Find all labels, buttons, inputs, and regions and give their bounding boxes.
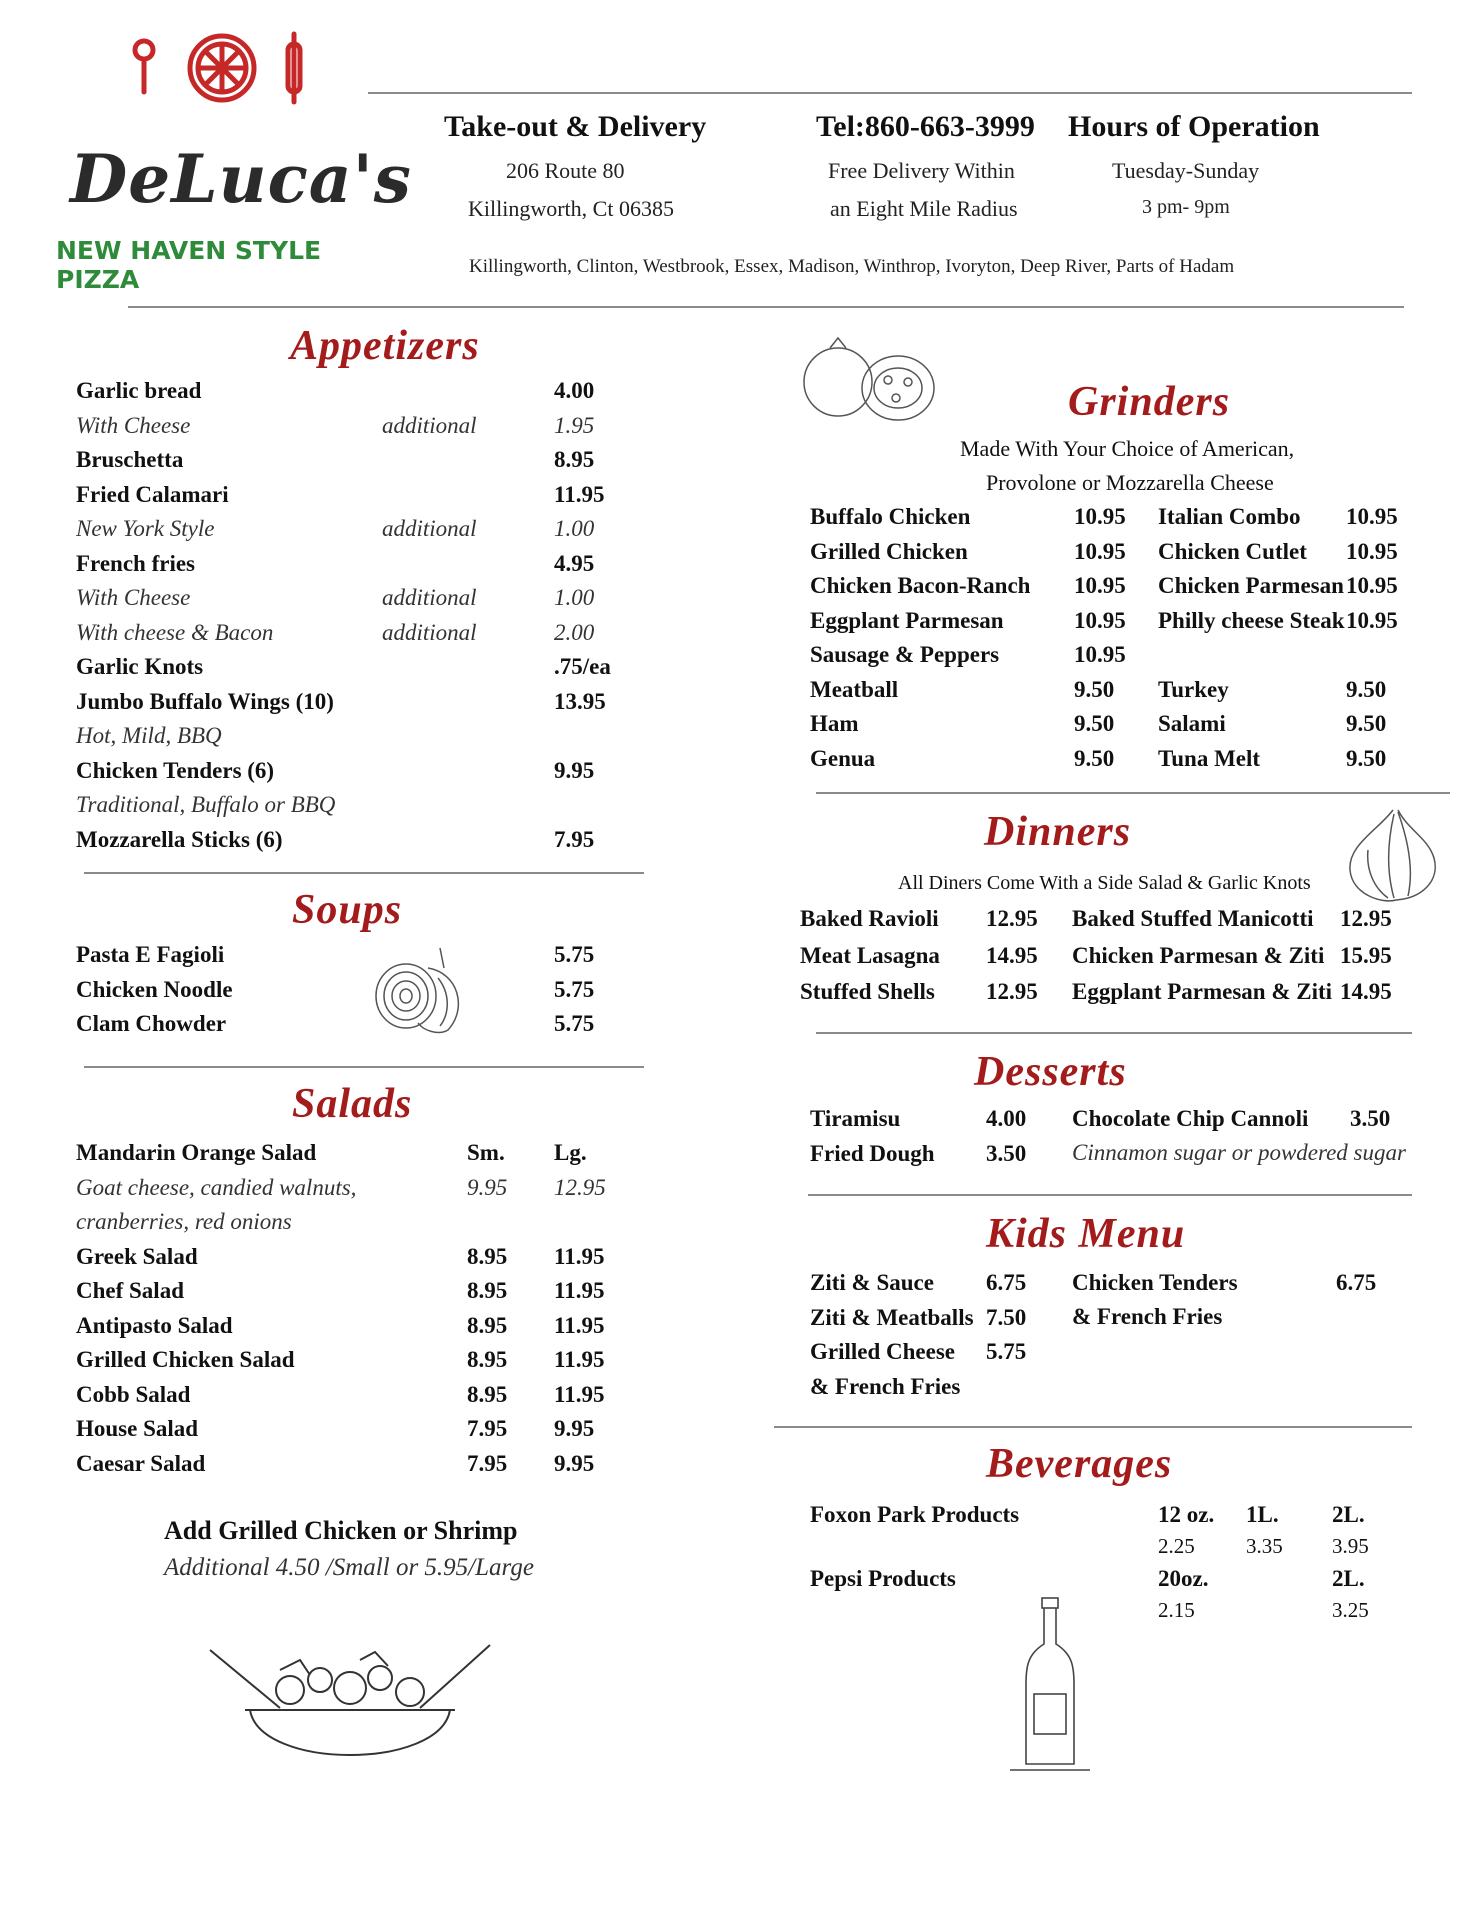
grind-right-price: 10.95 (1346, 573, 1398, 598)
grind-left-price: 10.95 (1074, 573, 1126, 598)
grinders-list-right (1158, 504, 1408, 780)
grind-left-name: Genua (810, 745, 876, 771)
beverages-heading: Beverages (986, 1441, 1173, 1487)
divider-grinders (816, 792, 1450, 794)
foxon-size-1l: 1L. (1246, 1502, 1279, 1527)
grind-left-name: Sausage & Peppers (810, 642, 1000, 667)
des-left-price: 3.50 (986, 1140, 1027, 1166)
salad-rows-row (76, 1244, 636, 1279)
app-rows-name: Bruschetta (76, 447, 184, 472)
app-rows-price: 1.00 (554, 516, 595, 541)
salad-rows-sm: 8.95 (467, 1243, 508, 1269)
salads-lg-header: Lg. (554, 1140, 587, 1165)
kids-list-left (810, 1270, 1060, 1408)
kids-tenders-line-1: Chicken Tenders (1072, 1270, 1238, 1295)
des-left-name: Fried Dough (810, 1140, 935, 1166)
divider-desserts (808, 1194, 1412, 1196)
grind-right-row (1158, 711, 1408, 746)
salad-rows-lg: 9.95 (554, 1416, 595, 1441)
salad-rows-row (76, 1175, 636, 1210)
app-rows-name: Jumbo Buffalo Wings (10) (76, 688, 334, 714)
din-right-name: Eggplant Parmesan & Ziti (1072, 979, 1333, 1004)
app-rows-name: French fries (76, 550, 196, 576)
salad-rows-name: Goat cheese, candied walnuts, (76, 1174, 357, 1200)
salad-rows-name: Mandarin Orange Salad (76, 1140, 317, 1165)
app-rows-note: additional (382, 516, 477, 541)
salad-rows-name: cranberries, red onions (76, 1209, 292, 1234)
salad-rows-row (76, 1382, 636, 1417)
grind-right-row (1158, 677, 1408, 712)
app-rows-row (76, 723, 636, 758)
kids-left-name: & French Fries (810, 1373, 961, 1399)
app-rows-row (76, 482, 636, 517)
foxon-price-2l: 3.95 (1332, 1534, 1369, 1558)
grind-left-price: 9.50 (1074, 745, 1115, 771)
grind-left-row (810, 608, 1140, 643)
soup-rows-price: 5.75 (554, 1011, 595, 1036)
soup-rows-price: 5.75 (554, 976, 595, 1002)
dinners-list-right (1072, 906, 1412, 1016)
logo (40, 20, 412, 294)
din-left-row (800, 979, 1050, 1016)
kids-left-row (810, 1374, 1060, 1409)
desserts-heading: Desserts (974, 1049, 1127, 1095)
salad-rows-name: House Salad (76, 1416, 199, 1441)
delivery-line-2: an Eight Mile Radius (830, 196, 1018, 221)
app-rows-price: 13.95 (554, 688, 606, 714)
din-left-name: Meat Lasagna (800, 942, 940, 968)
des-left-name: Tiramisu (810, 1106, 901, 1131)
grind-left-row (810, 504, 1140, 539)
divider-appetizers (84, 872, 644, 874)
din-right-name: Chicken Parmesan & Ziti (1072, 942, 1325, 968)
salad-rows-row (76, 1416, 636, 1451)
brand-name: DeLuca's (70, 140, 412, 218)
salad-rows-name: Chef Salad (76, 1278, 184, 1303)
salad-rows-sm: 7.95 (467, 1450, 508, 1476)
app-rows-name: Garlic Knots (76, 654, 204, 679)
app-rows-row (76, 620, 636, 655)
grind-right-name: Turkey (1158, 676, 1229, 702)
foxon-park-products: Foxon Park Products (810, 1502, 1020, 1527)
salad-rows-row (76, 1209, 636, 1244)
address-line-1: 206 Route 80 (506, 158, 625, 183)
grind-right-price: 9.50 (1346, 676, 1387, 702)
app-rows-price: 2.00 (554, 619, 595, 645)
salad-rows-name: Grilled Chicken Salad (76, 1347, 295, 1372)
app-rows-name: With cheese & Bacon (76, 619, 274, 645)
salad-rows-row (76, 1451, 636, 1486)
kids-left-row (810, 1305, 1060, 1340)
grind-right-row (1158, 608, 1408, 643)
kids-left-name: Ziti & Sauce (810, 1270, 934, 1295)
app-rows-name: Mozzarella Sticks (6) (76, 826, 283, 852)
salads-sm-header: Sm. (467, 1140, 505, 1165)
app-rows-name: Chicken Tenders (6) (76, 757, 275, 783)
soup-rows-price: 5.75 (554, 942, 595, 967)
des-left-row (810, 1141, 1050, 1176)
salad-rows-name: Antipasto Salad (76, 1312, 233, 1338)
telephone[interactable]: Tel:860-663-3999 (816, 110, 1035, 143)
foxon-price-12oz: 2.25 (1158, 1534, 1195, 1558)
salad-bowl-illustration-icon (200, 1630, 500, 1790)
salad-addon-title: Add Grilled Chicken or Shrimp (164, 1516, 518, 1545)
app-rows-name: With Cheese (76, 412, 191, 438)
app-rows-row (76, 516, 636, 551)
kids-menu-heading: Kids Menu (986, 1211, 1186, 1257)
app-rows-price: 4.00 (554, 378, 595, 403)
salad-rows-lg: 11.95 (554, 1243, 605, 1269)
dinners-subtitle: All Diners Come With a Side Salad & Garlic Knots (898, 872, 1311, 894)
app-rows-name: Traditional, Buffalo or BBQ (76, 792, 336, 817)
app-rows-price: 1.95 (554, 412, 595, 438)
grind-right-name: Chicken Parmesan (1158, 573, 1344, 598)
app-rows-price: .75/ea (554, 654, 611, 679)
app-rows-note: additional (382, 412, 477, 438)
kids-left-row (810, 1270, 1060, 1305)
salad-rows-row (76, 1278, 636, 1313)
din-right-row (1072, 979, 1412, 1016)
app-rows-price: 4.95 (554, 550, 595, 576)
salads-list (76, 1140, 636, 1485)
grind-left-name: Eggplant Parmesan (810, 607, 1004, 633)
grind-left-row (810, 573, 1140, 608)
grind-right-row (1158, 539, 1408, 574)
salad-rows-lg: 11.95 (554, 1381, 605, 1407)
salad-rows-name: Cobb Salad (76, 1381, 191, 1407)
salad-rows-lg: 9.95 (554, 1450, 595, 1476)
soup-rows-row (76, 1011, 636, 1046)
app-rows-name: Fried Calamari (76, 481, 229, 507)
app-rows-row (76, 654, 636, 689)
takeout-title: Take-out & Delivery (444, 110, 707, 143)
kids-tenders-line-2: & French Fries (1072, 1304, 1223, 1329)
kids-left-row (810, 1339, 1060, 1374)
salads-heading: Salads (292, 1081, 413, 1127)
din-left-row (800, 943, 1050, 980)
din-right-price: 15.95 (1340, 942, 1392, 968)
divider-kids (774, 1426, 1412, 1428)
kids-left-price: 7.50 (986, 1304, 1027, 1330)
app-rows-name: New York Style (76, 516, 215, 541)
dinners-list-left (800, 906, 1050, 1016)
salad-rows-sm: 8.95 (467, 1347, 508, 1372)
appetizers-heading: Appetizers (290, 323, 480, 369)
grind-right-row (1158, 504, 1408, 539)
pepsi-price-2l: 3.25 (1332, 1598, 1369, 1622)
dessert-cannoli-price: 3.50 (1350, 1106, 1391, 1131)
address-line-2: Killingworth, Ct 06385 (468, 196, 674, 221)
dinners-heading: Dinners (984, 809, 1132, 855)
grind-left-price: 9.50 (1074, 676, 1115, 702)
pizza-logo-icon (40, 20, 370, 120)
din-left-row (800, 906, 1050, 943)
soup-rows-name: Clam Chowder (76, 1011, 227, 1036)
grind-right-name: Chicken Cutlet (1158, 538, 1307, 564)
dessert-cannoli-note: Cinnamon sugar or powdered sugar (1072, 1140, 1406, 1165)
grind-left-name: Grilled Chicken (810, 538, 968, 564)
grind-left-name: Buffalo Chicken (810, 504, 971, 529)
app-rows-row (76, 378, 636, 413)
salad-rows-sm: 8.95 (467, 1312, 508, 1338)
app-rows-name: Garlic bread (76, 378, 202, 403)
hours-days: Tuesday-Sunday (1112, 158, 1260, 183)
grinders-subtitle-1: Made With Your Choice of American, (960, 436, 1295, 461)
salad-rows-row (76, 1140, 636, 1175)
grind-left-row (810, 711, 1140, 746)
pepsi-products: Pepsi Products (810, 1566, 956, 1591)
hours-title: Hours of Operation (1068, 110, 1320, 143)
grind-right-row (1158, 573, 1408, 608)
kids-left-price: 6.75 (986, 1270, 1027, 1295)
grind-right-row (1158, 746, 1408, 781)
app-rows-price: 11.95 (554, 481, 605, 507)
din-left-price: 12.95 (986, 979, 1038, 1004)
kids-left-price: 5.75 (986, 1339, 1027, 1364)
salad-addon-note: Additional 4.50 /Small or 5.95/Large (164, 1554, 534, 1581)
app-rows-name: Hot, Mild, BBQ (76, 723, 222, 748)
app-rows-row (76, 551, 636, 586)
grind-right-name: Italian Combo (1158, 504, 1301, 529)
salad-rows-sm: 7.95 (467, 1416, 508, 1441)
des-left-price: 4.00 (986, 1106, 1027, 1131)
grind-right-price: 9.50 (1346, 745, 1387, 771)
din-right-price: 14.95 (1340, 979, 1392, 1004)
desserts-list-left (810, 1106, 1050, 1175)
app-rows-row (76, 689, 636, 724)
salad-rows-name: Greek Salad (76, 1243, 198, 1269)
appetizers-list (76, 378, 636, 861)
divider-dinners (816, 1032, 1412, 1034)
salad-rows-name: Caesar Salad (76, 1450, 206, 1476)
grind-left-price: 10.95 (1074, 642, 1126, 667)
grind-right-name: Tuna Melt (1158, 745, 1261, 771)
din-left-name: Stuffed Shells (800, 979, 935, 1004)
divider-soups (84, 1066, 644, 1068)
salad-rows-row (76, 1313, 636, 1348)
app-rows-name: With Cheese (76, 585, 191, 610)
grind-left-price: 10.95 (1074, 504, 1126, 529)
pepsi-price-20oz: 2.15 (1158, 1598, 1195, 1622)
app-rows-note: additional (382, 619, 477, 645)
grind-left-price: 9.50 (1074, 711, 1115, 736)
header-divider-bottom (128, 306, 1404, 308)
delivery-towns: Killingworth, Clinton, Westbrook, Essex, Madison, Winthrop, Ivoryton, Deep River, Parts of Hadam (469, 256, 1235, 277)
grinders-list-left (810, 504, 1140, 780)
pepsi-size-2l: 2L. (1332, 1566, 1365, 1591)
soups-list (76, 942, 636, 1046)
grind-right-price: 10.95 (1346, 538, 1398, 564)
header-divider-top (368, 92, 1412, 94)
salad-rows-lg: 11.95 (554, 1347, 605, 1372)
grind-right-price: 10.95 (1346, 504, 1398, 529)
grind-right-name: Salami (1158, 711, 1226, 736)
salad-rows-row (76, 1347, 636, 1382)
app-rows-row (76, 585, 636, 620)
din-left-price: 12.95 (986, 906, 1038, 931)
kids-tenders-price: 6.75 (1336, 1270, 1377, 1295)
app-rows-row (76, 792, 636, 827)
foxon-price-1l: 3.35 (1246, 1534, 1283, 1558)
salad-rows-lg: 12.95 (554, 1174, 606, 1200)
din-left-price: 14.95 (986, 942, 1038, 968)
hours-time: 3 pm- 9pm (1142, 196, 1230, 218)
grinders-subtitle-2: Provolone or Mozzarella Cheese (986, 470, 1274, 495)
grind-left-row (810, 746, 1140, 781)
app-rows-price: 1.00 (554, 585, 595, 610)
din-right-row (1072, 943, 1412, 980)
grind-left-price: 10.95 (1074, 538, 1126, 564)
soups-heading: Soups (292, 887, 403, 933)
grind-left-row (810, 642, 1140, 677)
tomato-illustration-icon (800, 330, 940, 430)
grind-right-price: 10.95 (1346, 607, 1398, 633)
salad-rows-sm: 8.95 (467, 1278, 508, 1303)
grind-left-name: Meatball (810, 676, 899, 702)
grind-right-price: 9.50 (1346, 711, 1387, 736)
garlic-illustration-icon (1338, 800, 1448, 910)
grind-right-row (1158, 642, 1408, 677)
salad-rows-sm: 8.95 (467, 1381, 508, 1407)
grind-left-name: Ham (810, 711, 859, 736)
soup-rows-name: Chicken Noodle (76, 976, 233, 1002)
app-rows-row (76, 447, 636, 482)
din-right-name: Baked Stuffed Manicotti (1072, 906, 1314, 931)
foxon-size-12oz: 12 oz. (1158, 1502, 1215, 1527)
grind-left-price: 10.95 (1074, 607, 1126, 633)
app-rows-price: 9.95 (554, 757, 595, 783)
app-rows-price: 8.95 (554, 447, 595, 472)
soup-rows-row (76, 942, 636, 977)
grind-left-row (810, 539, 1140, 574)
din-right-price: 12.95 (1340, 906, 1392, 931)
foxon-size-2l: 2L. (1332, 1502, 1365, 1527)
app-rows-note: additional (382, 585, 477, 610)
din-right-row (1072, 906, 1412, 943)
dessert-cannoli: Chocolate Chip Cannoli (1072, 1106, 1309, 1131)
grind-left-name: Chicken Bacon-Ranch (810, 573, 1031, 598)
brand-tagline: NEW HAVEN STYLE PIZZA (56, 236, 322, 294)
kids-left-name: Grilled Cheese (810, 1339, 955, 1364)
grinders-heading: Grinders (1068, 379, 1231, 425)
app-rows-row (76, 758, 636, 793)
des-left-row (810, 1106, 1050, 1141)
pepsi-size-20oz: 20oz. (1158, 1566, 1209, 1591)
salad-rows-lg: 11.95 (554, 1278, 605, 1303)
salad-rows-lg: 11.95 (554, 1312, 605, 1338)
kids-left-name: Ziti & Meatballs (810, 1304, 974, 1330)
salad-rows-sm: 9.95 (467, 1174, 508, 1200)
app-rows-row (76, 413, 636, 448)
soup-rows-row (76, 977, 636, 1012)
bottle-illustration-icon (1010, 1594, 1090, 1774)
grind-right-name: Philly cheese Steak (1158, 607, 1345, 633)
din-left-name: Baked Ravioli (800, 906, 939, 931)
app-rows-price: 7.95 (554, 826, 595, 852)
onion-illustration-icon (368, 938, 478, 1038)
delivery-line-1: Free Delivery Within (828, 158, 1015, 183)
soup-rows-name: Pasta E Fagioli (76, 942, 225, 967)
grind-left-row (810, 677, 1140, 712)
app-rows-row (76, 827, 636, 862)
